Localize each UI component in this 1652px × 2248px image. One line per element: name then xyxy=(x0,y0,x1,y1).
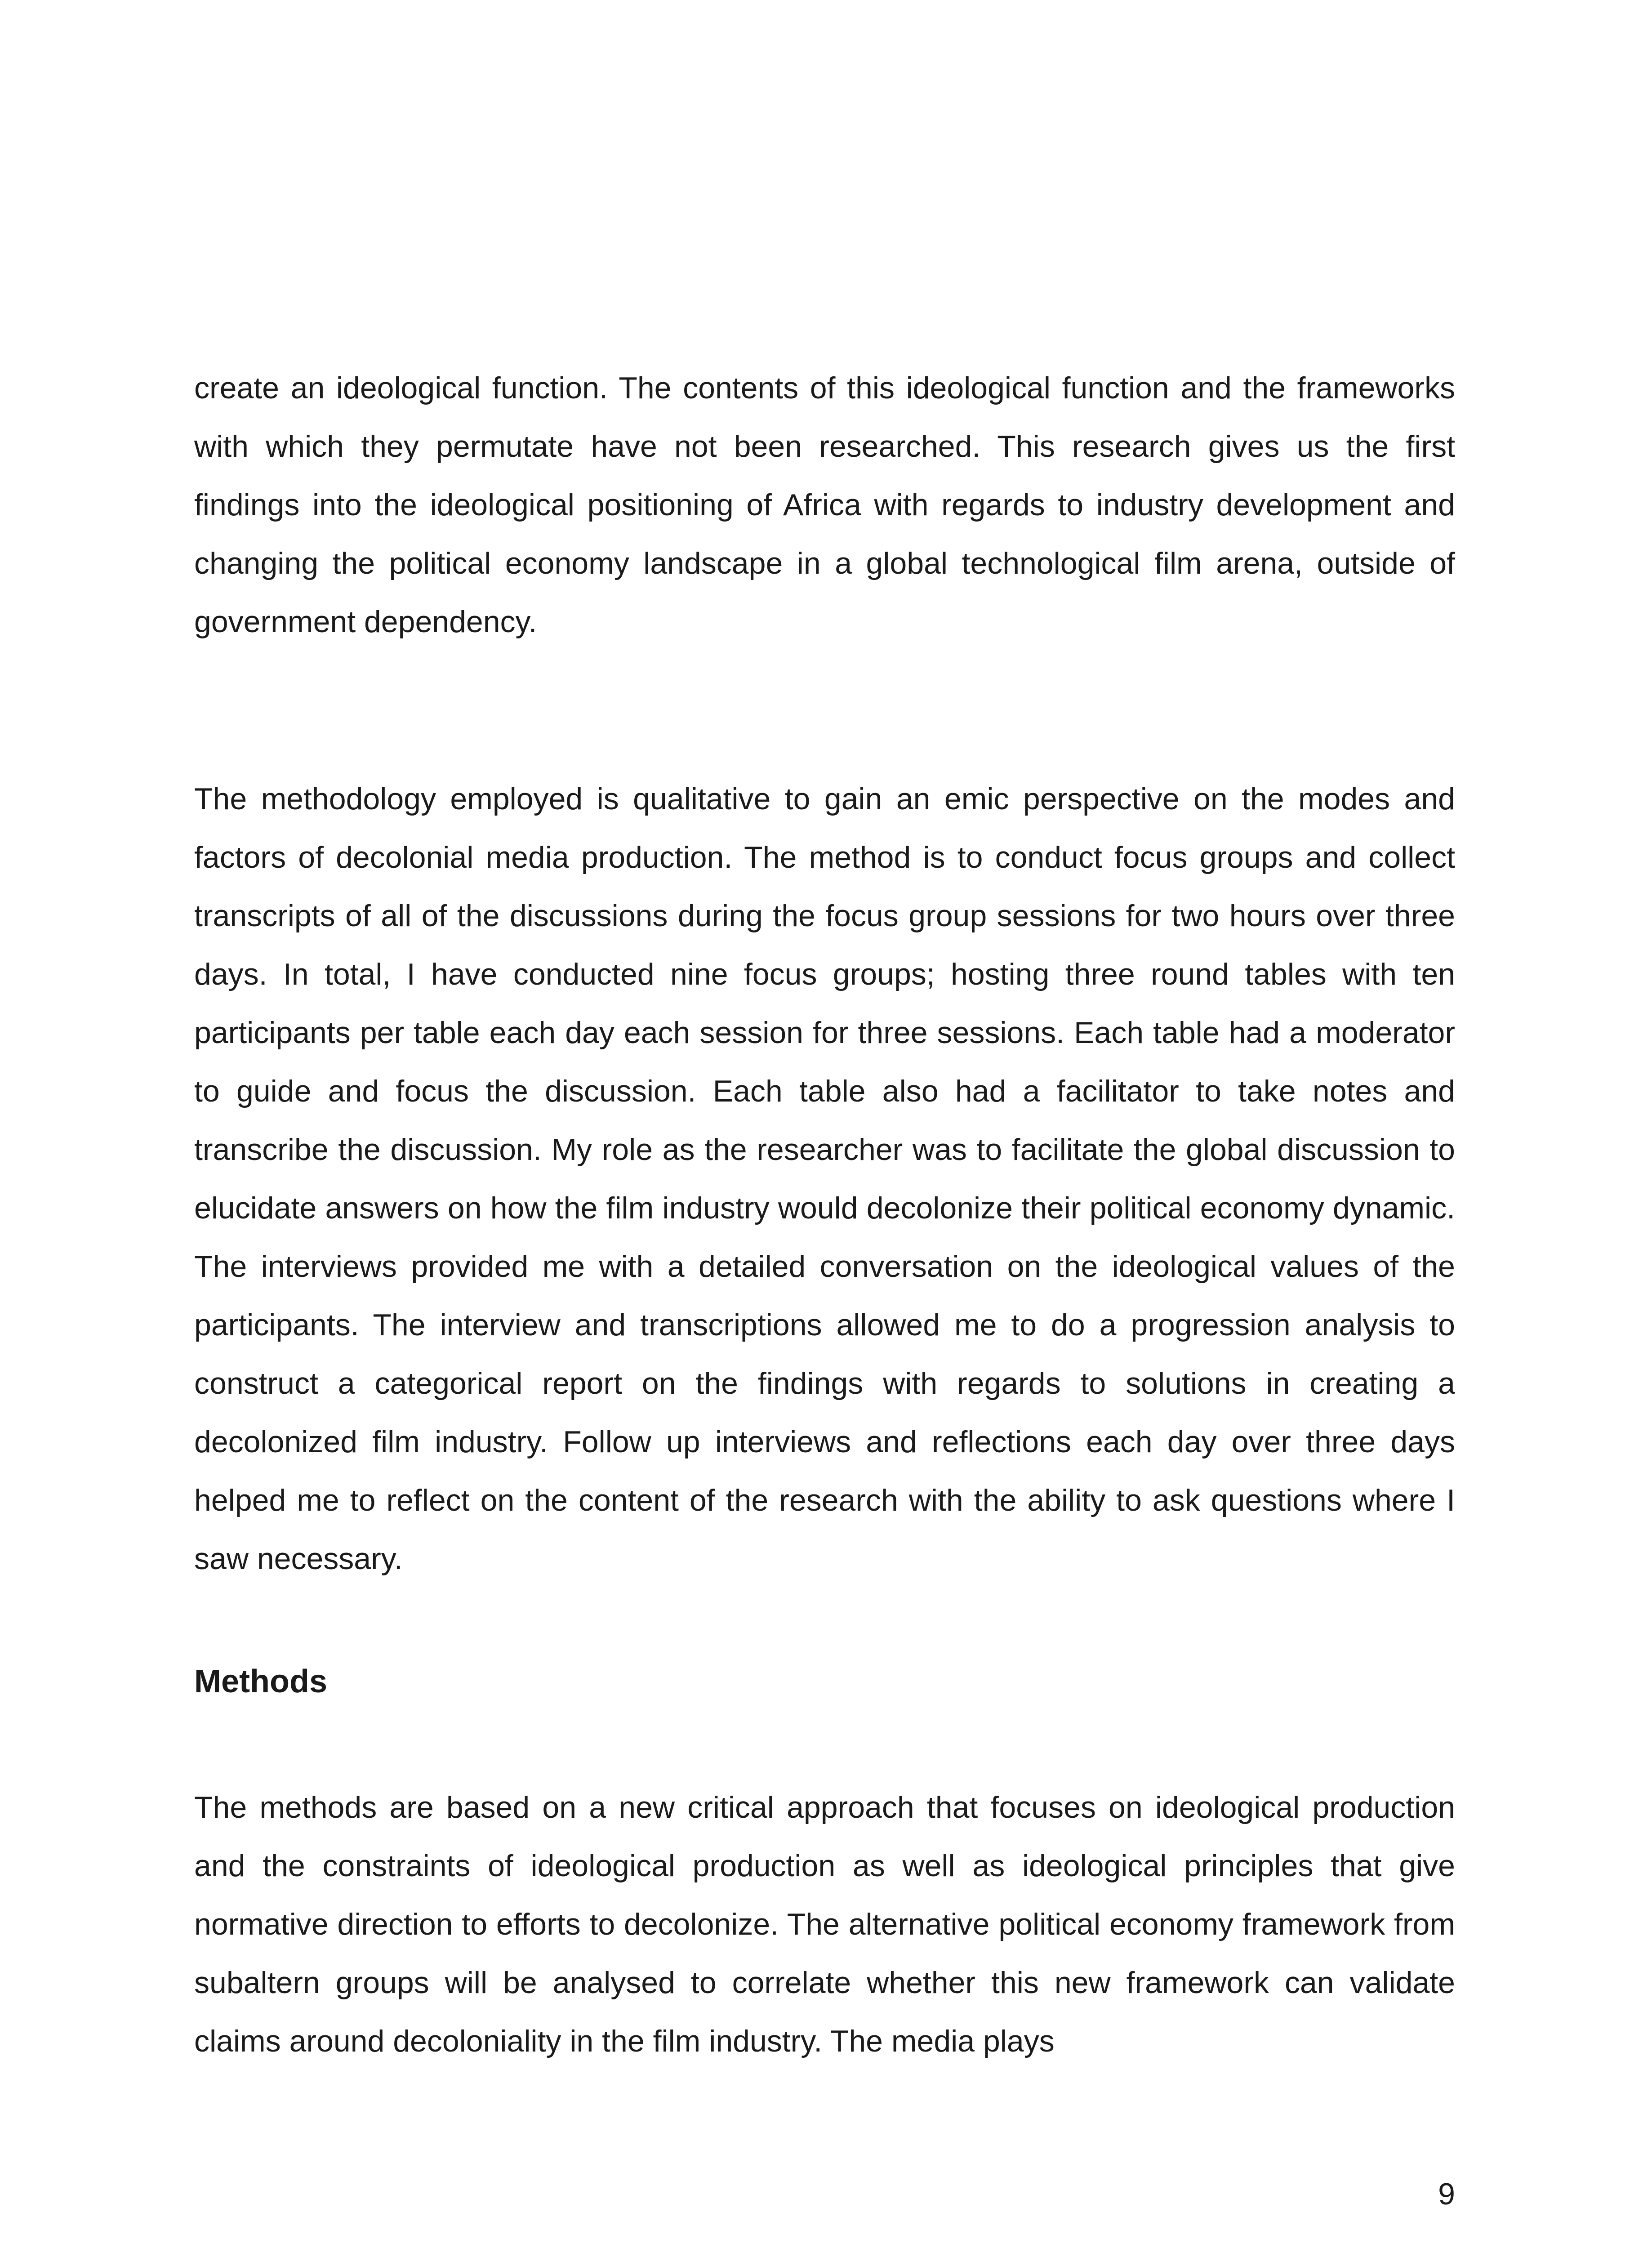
page-number: 9 xyxy=(1438,2177,1455,2211)
section-heading: Methods xyxy=(194,1664,327,1699)
body-paragraph: The methodology employed is qualitative to gain an emic perspective on the modes and factors of decolonial media production. The method is to conduct focus groups and collect transcripts of all of the discussions during the focus group sessions for two hours over three days. In total, I have conducted nine focus groups; hosting three round tables with ten participants per table each day each session for three sessions. Each table had a moderator to guide and focus the discussion. Each table also had a facilitator to take notes and transcribe the discussion. My role as the researcher was to facilitate the global discussion to elucidate answers on how the film industry would decolonize their political economy dynamic. The interviews provided me with a detailed conversation on the ideological values of the participants. The interview and transcriptions allowed me to do a progression analysis to construct a categorical report on the findings with regards to solutions in creating a decolonized film industry. Follow up interviews and reflections each day over three days helped me to reflect on the content of the research with the ability to ask questions where I saw necessary. xyxy=(194,782,1455,1576)
body-paragraph: The methods are based on a new critical approach that focuses on ideological production and the constraints of ideological production as well as ideological principles that give normative direction to efforts to decolonize. The alternative political economy framework from subaltern groups will be analysed to correlate whether this new framework can validate claims around decoloniality in the film industry. The media plays xyxy=(194,1790,1455,2058)
body-paragraph: create an ideological function. The contents of this ideological function and the frameworks with which they permutate have not been researched. This research gives us the first findings into the ideological positioning of Africa with regards to industry development and changing the political economy landscape in a global technological film arena, outside of government dependency. xyxy=(194,371,1455,639)
